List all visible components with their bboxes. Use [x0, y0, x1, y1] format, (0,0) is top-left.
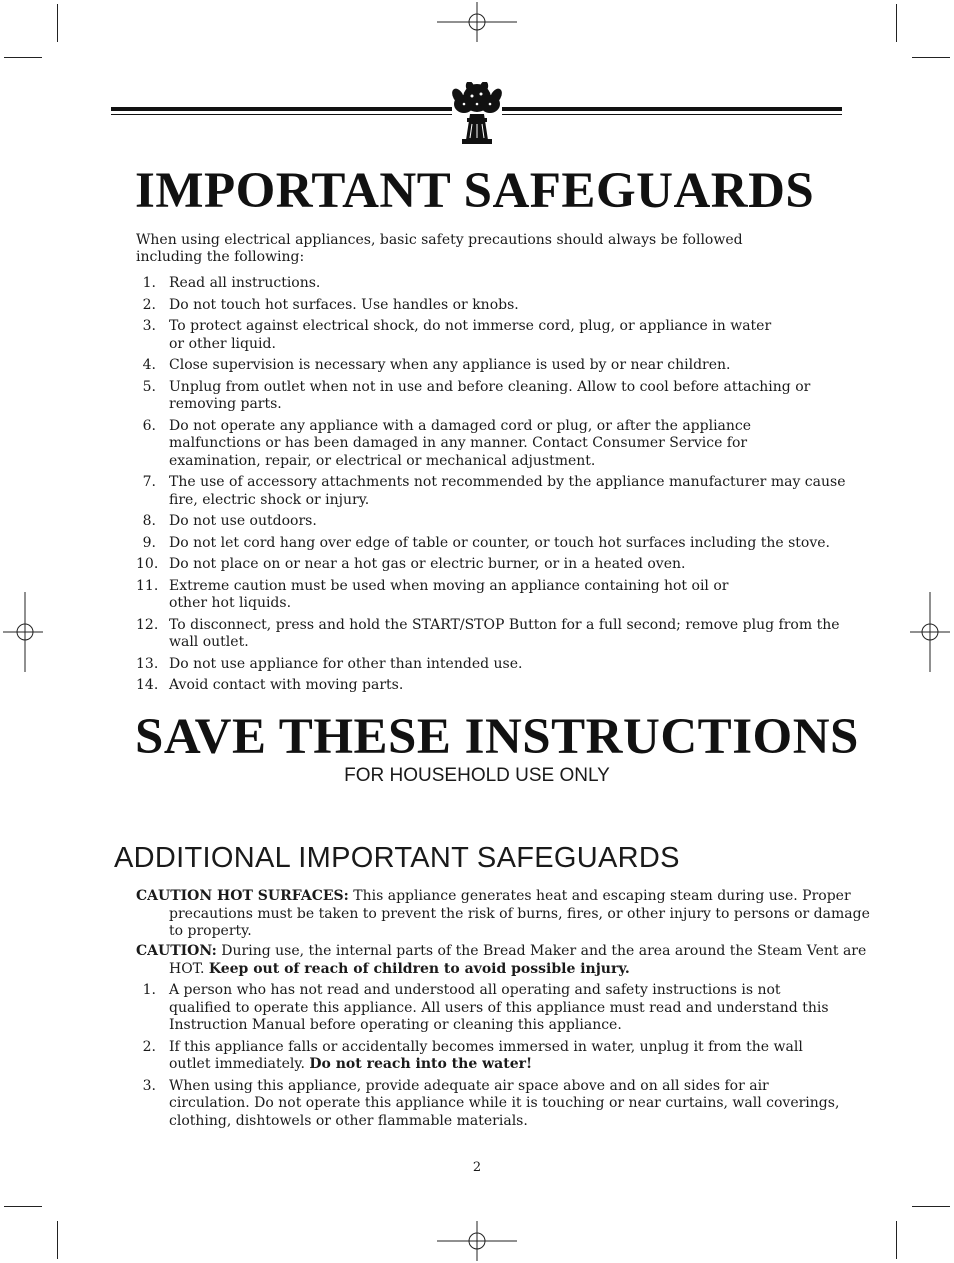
crop-mark: [912, 57, 950, 58]
additional-safeguards-title: ADDITIONAL IMPORTANT SAFEGUARDS: [114, 842, 680, 874]
caution-label: CAUTION HOT SURFACES:: [136, 888, 349, 904]
crop-mark: [896, 4, 897, 42]
registration-mark-right: [910, 592, 950, 672]
list-item: 4. Close supervision is necessary when any appliance is used by or near children.: [142, 357, 731, 373]
crop-mark: [57, 1221, 58, 1259]
caution-label: CAUTION:: [136, 943, 217, 959]
list-item: 11. Extreme caution must be used when moving an appliance containing hot oil or other hot liquids.: [136, 577, 729, 611]
list-item: 9. Do not let cord hang over edge of table or counter, or touch hot surfaces including the stove.: [142, 534, 831, 551]
list-item: 7. The use of accessory attachments not recommended by the appliance manufacturer may cause fire, electric shock or injury.: [142, 474, 846, 508]
list-item: 8. Do not use outdoors.: [142, 513, 317, 529]
list-item: 13. Do not use appliance for other than intended use.: [136, 655, 523, 672]
list-item: 1. Read all instructions.: [142, 275, 321, 291]
list-item: 3. To protect against electrical shock, do not immerse cord, plug, or appliance in water or other liquid.: [142, 318, 772, 352]
list-item: 10. Do not place on or near a hot gas or electric burner, or in a heated oven.: [136, 556, 686, 572]
caution-hot-surfaces: CAUTION HOT SURFACES: This appliance generates heat and escaping steam during use. Proper precautions must be taken to prevent the risk of burns, fires, or other injury to persons or damage to property.: [136, 888, 870, 939]
wheat-sheaf-icon: [448, 82, 506, 146]
crop-mark: [4, 1206, 42, 1207]
crop-mark: [896, 1221, 897, 1259]
registration-mark-top: [437, 2, 517, 42]
intro-text: When using electrical appliances, basic safety precautions should always be followed including the following:: [136, 232, 743, 265]
list-item: 2. If this appliance falls or accidentally becomes immersed in water, unplug it from the wall outlet immediately. Do not reach into the water!: [142, 1038, 803, 1072]
household-use-subtitle: FOR HOUSEHOLD USE ONLY: [344, 765, 610, 786]
registration-mark-bottom: [437, 1221, 517, 1261]
list-item: 2. Do not touch hot surfaces. Use handles or knobs.: [142, 296, 519, 313]
list-item: 3. When using this appliance, provide adequate air space above and on all sides for air circulation. Do not operate this appliance while it is touching or near curtains, wall coverings, clothing, dishtowels or other flammable materials.: [142, 1077, 840, 1129]
save-instructions-title: SAVE THESE INSTRUCTIONS: [135, 709, 859, 765]
list-item: 1. A person who has not read and understood all operating and safety instructions is not qualified to operate this appliance. All users of this appliance must read and understand this Instruction Manual before operating or cleaning this appliance.: [142, 982, 829, 1033]
page-number: 2: [472, 1160, 482, 1175]
crop-mark: [57, 4, 58, 42]
additional-safeguards-list: [136, 982, 841, 1134]
list-item: 12. To disconnect, press and hold the START/STOP Button for a full second; remove plug from the wall outlet.: [136, 616, 840, 650]
crop-mark: [4, 57, 42, 58]
caution-internal-parts: CAUTION: During use, the internal parts of the Bread Maker and the area around the Steam Vent are HOT. Keep out of reach of children to avoid possible injury.: [136, 943, 867, 977]
list-item: 14. Avoid contact with moving parts.: [136, 677, 404, 693]
safeguards-list: [136, 275, 846, 699]
list-item: 6. Do not operate any appliance with a damaged cord or plug, or after the appliance malfunctions or has been damaged in any manner. Contact Consumer Service for examination, repair, or electrical or mechanical adjustment.: [142, 417, 752, 469]
page-title: IMPORTANT SAFEGUARDS: [135, 163, 815, 219]
crop-mark: [912, 1206, 950, 1207]
list-item: 5. Unplug from outlet when not in use and before cleaning. Allow to cool before attaching or removing parts.: [142, 378, 811, 412]
registration-mark-left: [3, 592, 43, 672]
